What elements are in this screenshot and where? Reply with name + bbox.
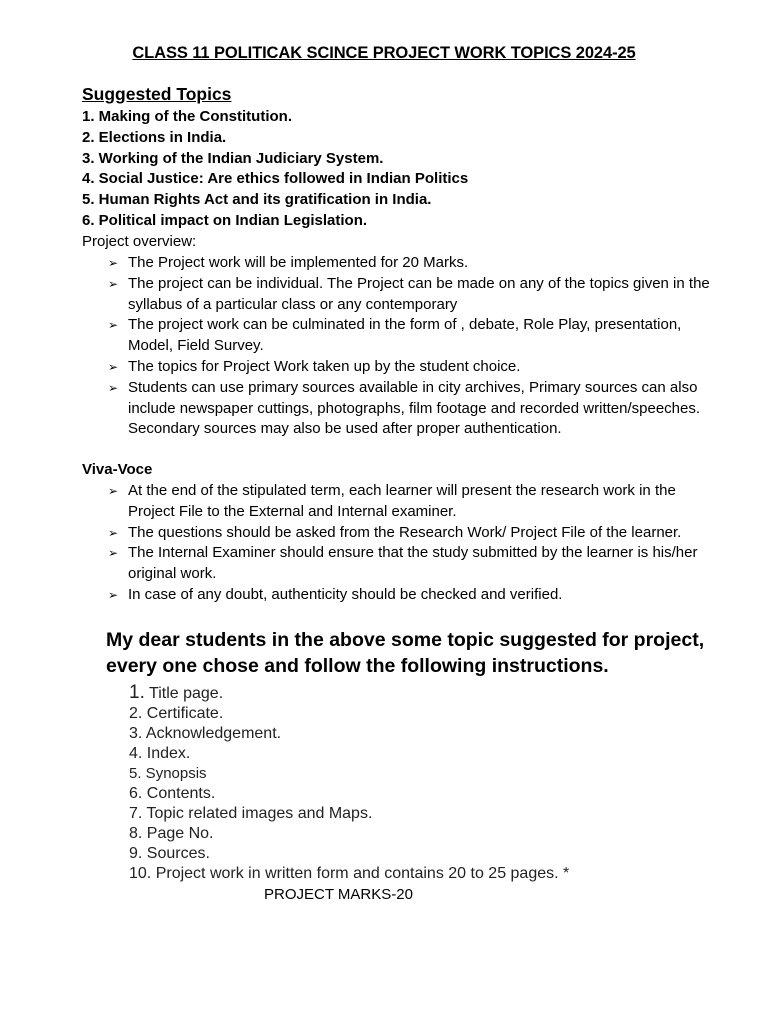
topic-item: 3. Working of the Indian Judiciary System. bbox=[82, 149, 384, 167]
bullet-text: The Project work will be implemented for 20 Marks. bbox=[128, 254, 469, 271]
instruction-text: Certificate. bbox=[142, 705, 224, 722]
overview-bullet bbox=[108, 274, 720, 316]
instruction-item bbox=[129, 824, 569, 844]
arrow-bullet-icon: ➢ bbox=[108, 380, 119, 395]
instructions-intro: My dear students in the above some topic suggested for project, every one chose and follow the following instructions. bbox=[106, 629, 705, 677]
arrow-bullet-icon: ➢ bbox=[108, 256, 119, 270]
instructions-list bbox=[129, 683, 569, 884]
viva-bullet-list bbox=[108, 481, 720, 606]
instruction-number: 7. bbox=[129, 805, 143, 822]
arrow-bullet-icon: ➢ bbox=[108, 276, 119, 291]
project-overview-label: Project overview: bbox=[82, 233, 197, 250]
overview-bullet bbox=[108, 315, 720, 357]
viva-bullet bbox=[108, 585, 720, 606]
bullet-text: The project can be individual. The Project can be made on any of the topics given in the syllabus of a particular class or any contemporary bbox=[128, 274, 710, 313]
instruction-item bbox=[129, 784, 569, 804]
document-title: CLASS 11 POLITICAK SCINCE PROJECT WORK TOPICS 2024-25 bbox=[132, 44, 636, 62]
viva-bullet bbox=[108, 543, 720, 585]
bullet-text: At the end of the stipulated term, each learner will present the research work in the Project File to the External and Internal examiner. bbox=[128, 482, 676, 520]
arrow-bullet-icon: ➢ bbox=[108, 318, 119, 333]
bullet-text: In case of any doubt, authenticity should be checked and verified. bbox=[128, 585, 563, 603]
bullet-text: The topics for Project Work taken up by the student choice. bbox=[128, 357, 521, 375]
viva-bullet bbox=[108, 481, 720, 523]
instruction-text: Title page. bbox=[144, 685, 224, 702]
instruction-number: 6. bbox=[129, 785, 143, 802]
instruction-number: 1. bbox=[129, 682, 145, 703]
bullet-text: Students can use primary sources available in city archives, Primary sources can also include newspaper cuttings, photographs, film footage and recorded written/speeches. Secondary sources may also be used after proper authentication. bbox=[128, 378, 701, 438]
arrow-bullet-icon: ➢ bbox=[108, 484, 119, 498]
overview-bullet bbox=[108, 378, 720, 440]
topic-item: 5. Human Rights Act and its gratification in India. bbox=[82, 191, 432, 209]
instruction-item bbox=[129, 764, 569, 784]
instruction-item bbox=[129, 804, 569, 824]
overview-bullet bbox=[108, 253, 720, 274]
bullet-text: The project work can be culminated in the form of , debate, Role Play, presentation, Model, Field Survey. bbox=[128, 316, 682, 355]
instruction-number: 3. bbox=[129, 725, 143, 742]
topic-item: 4. Social Justice: Are ethics followed in Indian Politics bbox=[82, 170, 469, 188]
arrow-bullet-icon: ➢ bbox=[108, 546, 119, 561]
instruction-number: 10. bbox=[129, 865, 152, 882]
instruction-number: 2. bbox=[129, 705, 143, 722]
instruction-number: 4. bbox=[129, 745, 143, 762]
arrow-bullet-icon: ➢ bbox=[108, 359, 119, 374]
arrow-bullet-icon: ➢ bbox=[108, 587, 119, 602]
topics-list bbox=[82, 107, 468, 232]
project-marks-footer: PROJECT MARKS-20 bbox=[264, 886, 413, 903]
instruction-item bbox=[129, 683, 569, 704]
topic-item: 6. Political impact on Indian Legislation. bbox=[82, 211, 368, 229]
viva-bullet bbox=[108, 523, 720, 544]
instruction-item bbox=[129, 864, 569, 884]
instruction-number: 9. bbox=[129, 845, 143, 862]
arrow-bullet-icon: ➢ bbox=[108, 525, 119, 540]
instruction-text: Index. bbox=[142, 745, 191, 762]
instruction-item bbox=[129, 844, 569, 864]
viva-voce-label: Viva-Voce bbox=[82, 461, 153, 478]
instruction-text: Acknowledgement. bbox=[142, 725, 282, 742]
instruction-text: Synopsis bbox=[141, 765, 207, 782]
topic-item: 1. Making of the Constitution. bbox=[82, 108, 292, 125]
suggested-topics-heading: Suggested Topics bbox=[82, 84, 232, 104]
instruction-number: 8. bbox=[129, 825, 143, 842]
overview-bullet bbox=[108, 357, 720, 378]
bullet-text: The questions should be asked from the Research Work/ Project File of the learner. bbox=[128, 523, 682, 541]
instruction-text: Page No. bbox=[142, 825, 214, 842]
bullet-text: The Internal Examiner should ensure that the study submitted by the learner is his/her original work. bbox=[128, 544, 698, 583]
instruction-item bbox=[129, 704, 569, 724]
overview-bullet-list bbox=[108, 253, 720, 440]
instruction-item bbox=[129, 744, 569, 764]
instruction-number: 5. bbox=[129, 765, 142, 782]
instruction-text: Contents. bbox=[142, 785, 216, 802]
instruction-item bbox=[129, 724, 569, 744]
instruction-text: Sources. bbox=[142, 845, 210, 862]
topic-item: 2. Elections in India. bbox=[82, 128, 227, 146]
instruction-text: Topic related images and Maps. bbox=[142, 805, 373, 822]
instruction-text: Project work in written form and contains 20 to 25 pages. * bbox=[151, 865, 570, 882]
